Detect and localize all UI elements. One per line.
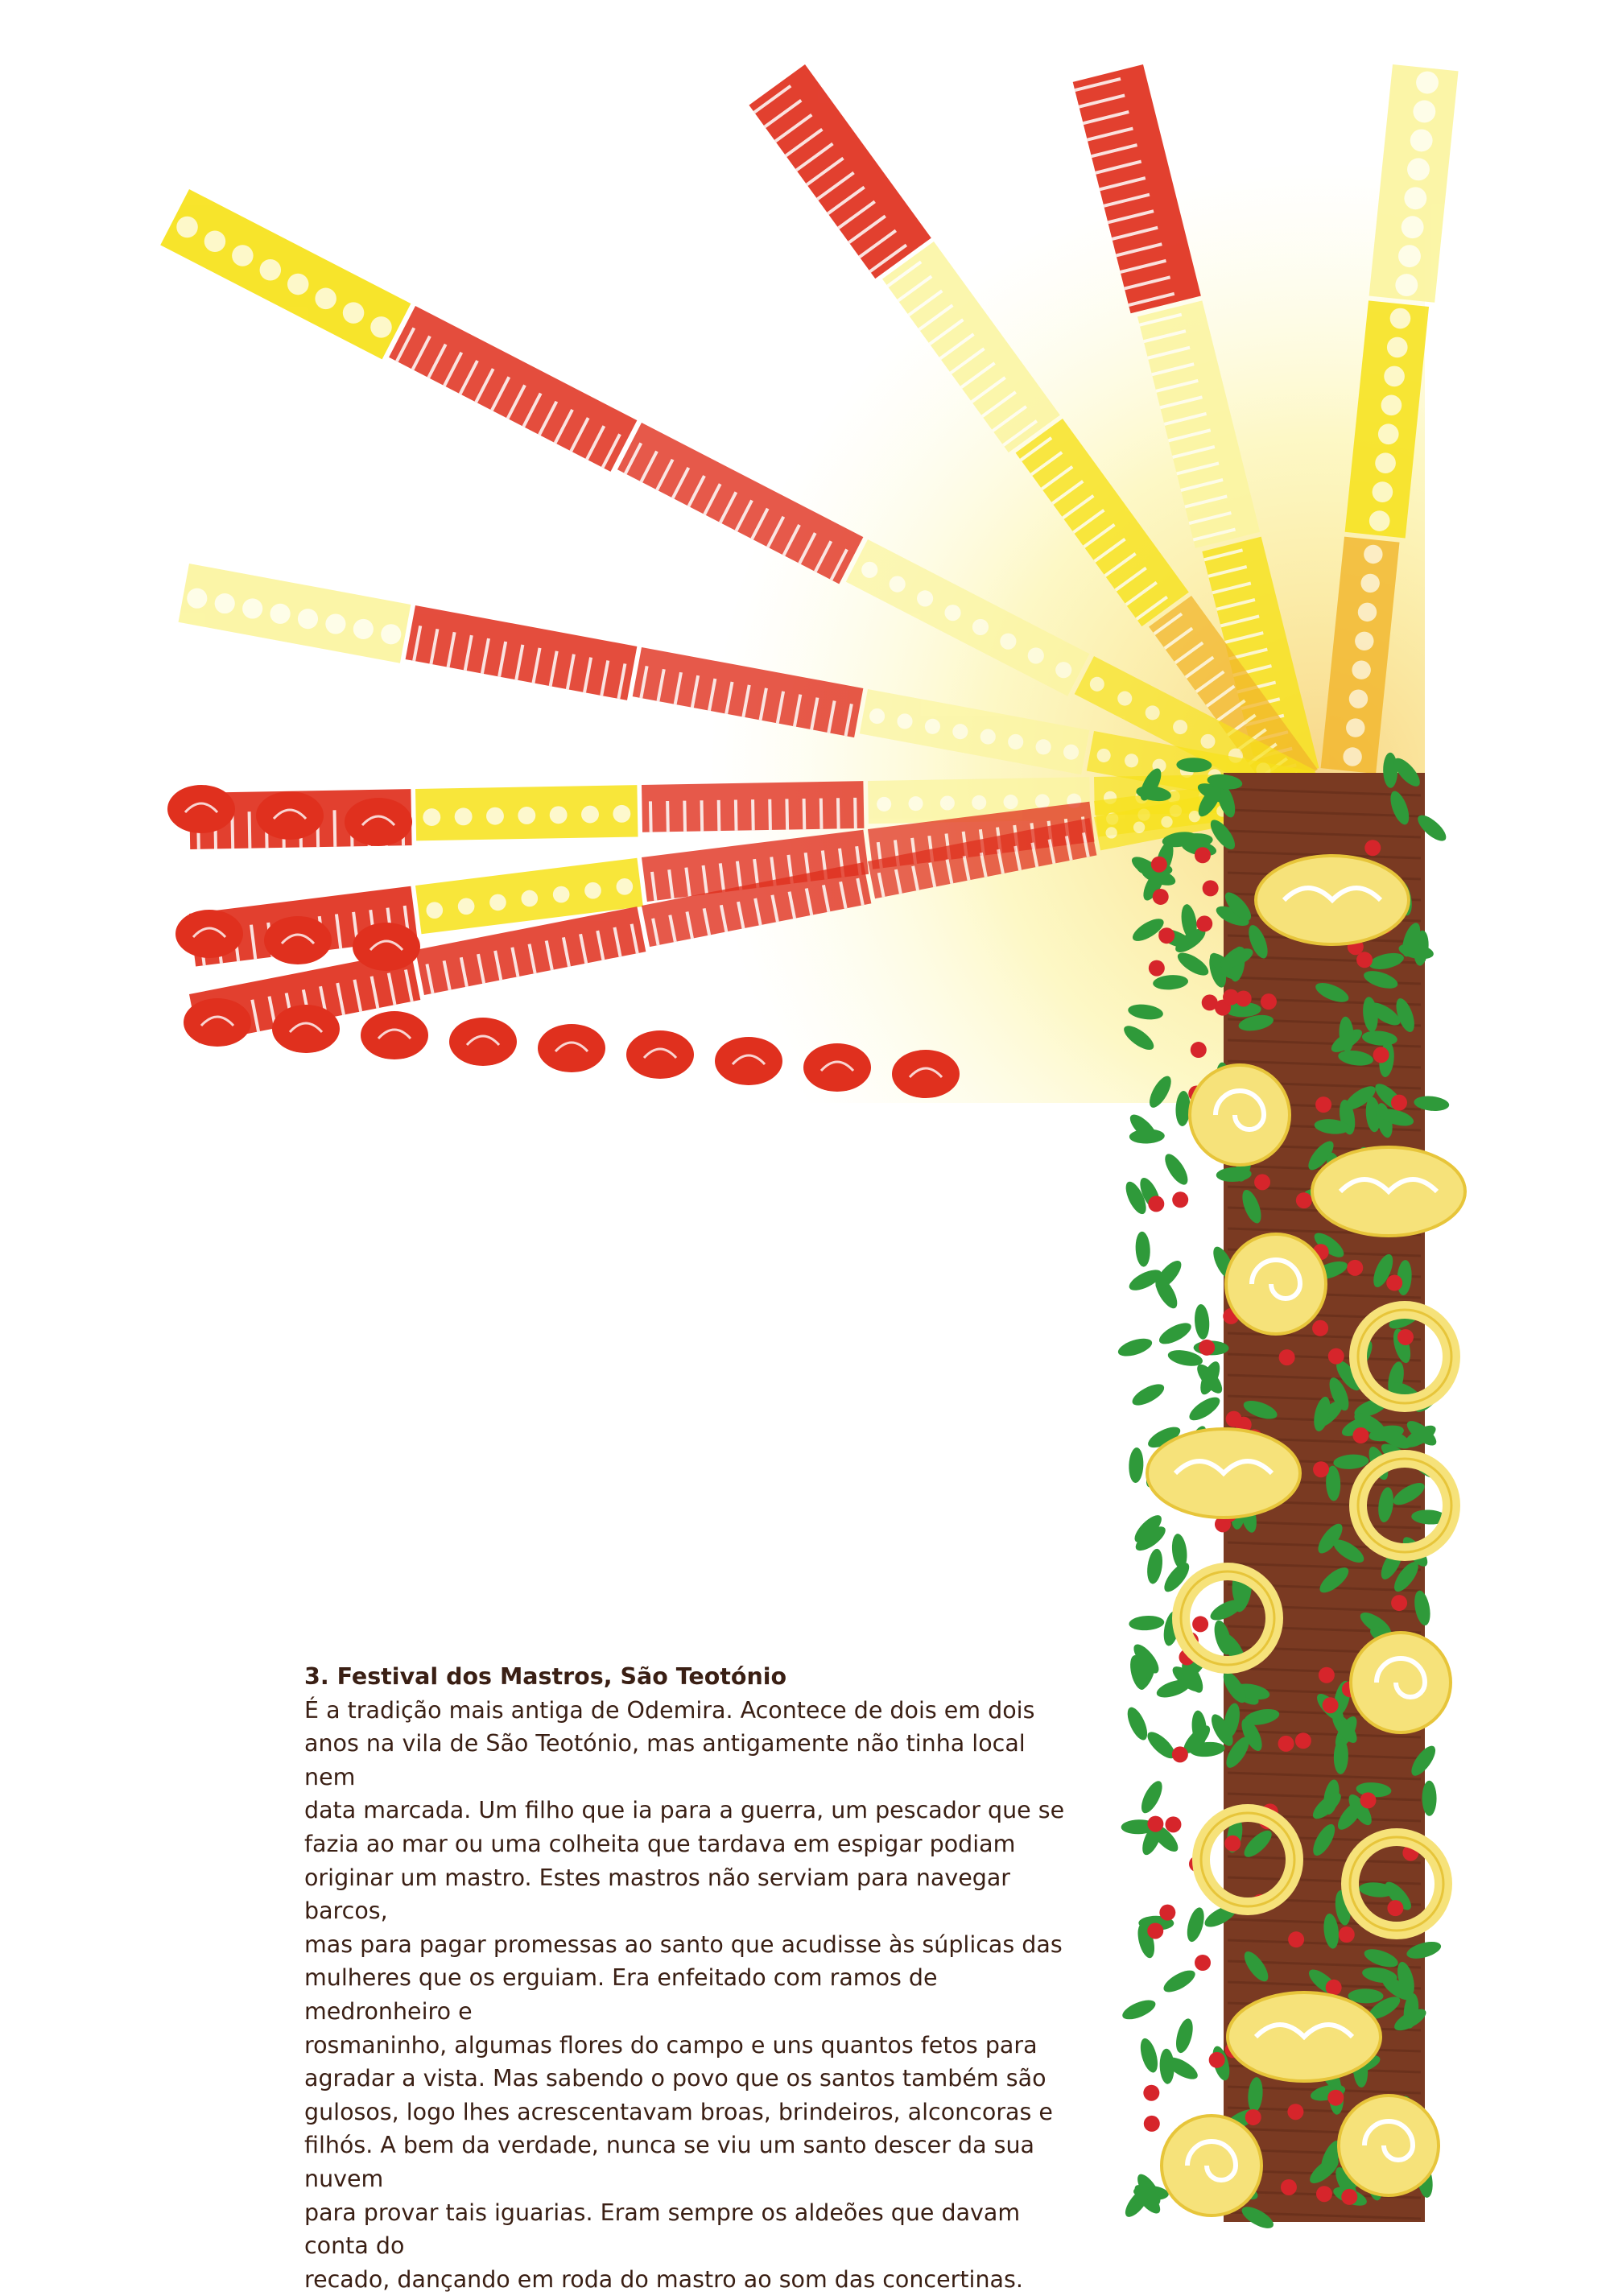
paper-flower	[264, 916, 332, 964]
bread-bun	[1256, 856, 1409, 944]
paper-flower	[345, 798, 412, 846]
paper-flower	[538, 1024, 605, 1072]
paper-flower	[626, 1030, 694, 1079]
paper-flower	[184, 998, 251, 1047]
berry	[1339, 1926, 1355, 1943]
bread-swirl	[1190, 1065, 1290, 1165]
berry	[1356, 952, 1373, 968]
paper-flower	[167, 785, 235, 833]
bunting-segment	[415, 785, 638, 840]
bread-swirl	[1351, 1633, 1451, 1732]
berry	[1315, 1096, 1331, 1113]
leaf	[1116, 1335, 1154, 1360]
berry	[1341, 2189, 1357, 2205]
berry	[1278, 1736, 1294, 1752]
berry	[1364, 840, 1381, 856]
leaf	[1173, 2017, 1196, 2054]
berry	[1352, 1427, 1368, 1443]
berry	[1172, 1746, 1188, 1762]
paper-flower	[272, 1005, 340, 1053]
berry	[1165, 1816, 1181, 1832]
berry	[1199, 1340, 1215, 1356]
leaf	[1161, 1966, 1199, 1997]
berry	[1373, 1047, 1389, 1063]
bread-swirl	[1162, 2116, 1261, 2215]
berry	[1203, 880, 1219, 896]
berry	[1149, 960, 1165, 977]
berry	[1287, 2104, 1303, 2120]
berry	[1386, 1275, 1402, 1291]
berry	[1316, 2186, 1332, 2202]
berry	[1254, 1174, 1270, 1190]
article-text	[304, 1660, 1077, 2296]
leaf	[1120, 1997, 1158, 2024]
berry	[1159, 1905, 1175, 1921]
berry	[1191, 1042, 1207, 1058]
berry	[1319, 1667, 1335, 1683]
leaf	[1129, 1380, 1167, 1410]
berry	[1158, 927, 1174, 944]
berry	[1281, 2179, 1297, 2195]
berry	[1144, 2116, 1160, 2132]
berry	[1295, 1732, 1311, 1749]
paper-flower	[892, 1050, 960, 1098]
leaf	[1184, 1906, 1208, 1943]
berry	[1312, 1320, 1328, 1336]
berry	[1172, 1191, 1188, 1208]
paper-flower	[361, 1011, 428, 1059]
berry	[1387, 1900, 1403, 1916]
berry	[1153, 889, 1169, 905]
paper-flower	[256, 791, 324, 840]
berry	[1196, 915, 1212, 931]
berry	[1360, 1792, 1376, 1808]
bread-swirl	[1226, 1234, 1326, 1334]
berry	[1347, 1260, 1363, 1276]
bread-bun	[1312, 1147, 1465, 1236]
leaf	[1186, 1393, 1224, 1424]
paper-flower	[449, 1018, 517, 1066]
berry	[1397, 1329, 1414, 1345]
berry	[1313, 1461, 1329, 1477]
berry	[1147, 1922, 1163, 1939]
leaf	[1194, 1303, 1211, 1340]
leaf	[1146, 1548, 1165, 1585]
berry	[1323, 1697, 1339, 1713]
berry	[1195, 847, 1211, 863]
berry	[1279, 1349, 1295, 1365]
berry	[1296, 1192, 1312, 1208]
paper-flower	[175, 910, 243, 958]
leaf	[1137, 2037, 1161, 2075]
leaf	[1156, 1319, 1194, 1348]
berry	[1224, 1836, 1241, 1852]
berry	[1328, 1348, 1344, 1365]
berry	[1391, 1095, 1407, 1111]
berry	[1147, 1816, 1163, 1832]
paper-flower	[803, 1043, 871, 1092]
bread-swirl	[1339, 2096, 1439, 2195]
berry	[1391, 1595, 1407, 1611]
leaf	[1124, 1704, 1151, 1743]
bread-bun	[1228, 1992, 1381, 2081]
berry	[1195, 1955, 1211, 1971]
berry	[1236, 990, 1252, 1006]
leaf	[1135, 1231, 1151, 1267]
berry	[1245, 2109, 1261, 2125]
leaf	[1129, 1615, 1165, 1632]
bunting-segment	[642, 781, 864, 832]
berry	[1148, 1195, 1164, 1212]
leaf	[1161, 1150, 1192, 1188]
article-title: 3. Festival dos Mastros, São Teotónio	[304, 1663, 787, 1690]
berry	[1327, 2090, 1344, 2106]
leaf	[1137, 1778, 1166, 1816]
berry	[1288, 1931, 1304, 1947]
bread-bun	[1147, 1429, 1300, 1518]
paper-flower	[715, 1037, 782, 1085]
berry	[1209, 2052, 1225, 2068]
berry	[1192, 1616, 1208, 1632]
berry	[1151, 857, 1167, 873]
berry	[1261, 993, 1277, 1010]
leaf	[1128, 1447, 1144, 1484]
article-body: É a tradição mais antiga de Odemira. Acontece de dois em dois anos na vila de São Teotónio, mas antigamente não tinha local nem data marcada. Um filho que ia para a guerra, um pescador que se fazia ao mar ou uma colheita que tardava em espigar podiam originar um mastro. Estes mastros não serviam para navegar barcos, mas para pagar promessas ao santo que acudisse às súplicas das mulheres que os erguiam. Era enfeitado com ramos de medronheiro e rosmaninho, algumas flores do campo e uns quantos fetos para agradar a vista. Mas sabendo o povo que os santos também são gulosos, logo lhes acrescentavam broas, brindeiros, alconcoras e filhós. A bem da verdade, nunca se viu um santo descer da sua nuvem para provar tais iguarias. Eram sempre os aldeões que davam conta do recado, dançando em roda do mastro ao som das concertinas.	[304, 1696, 1065, 2293]
berry	[1226, 1411, 1242, 1427]
berry	[1143, 2085, 1159, 2101]
paper-flower	[353, 923, 420, 971]
